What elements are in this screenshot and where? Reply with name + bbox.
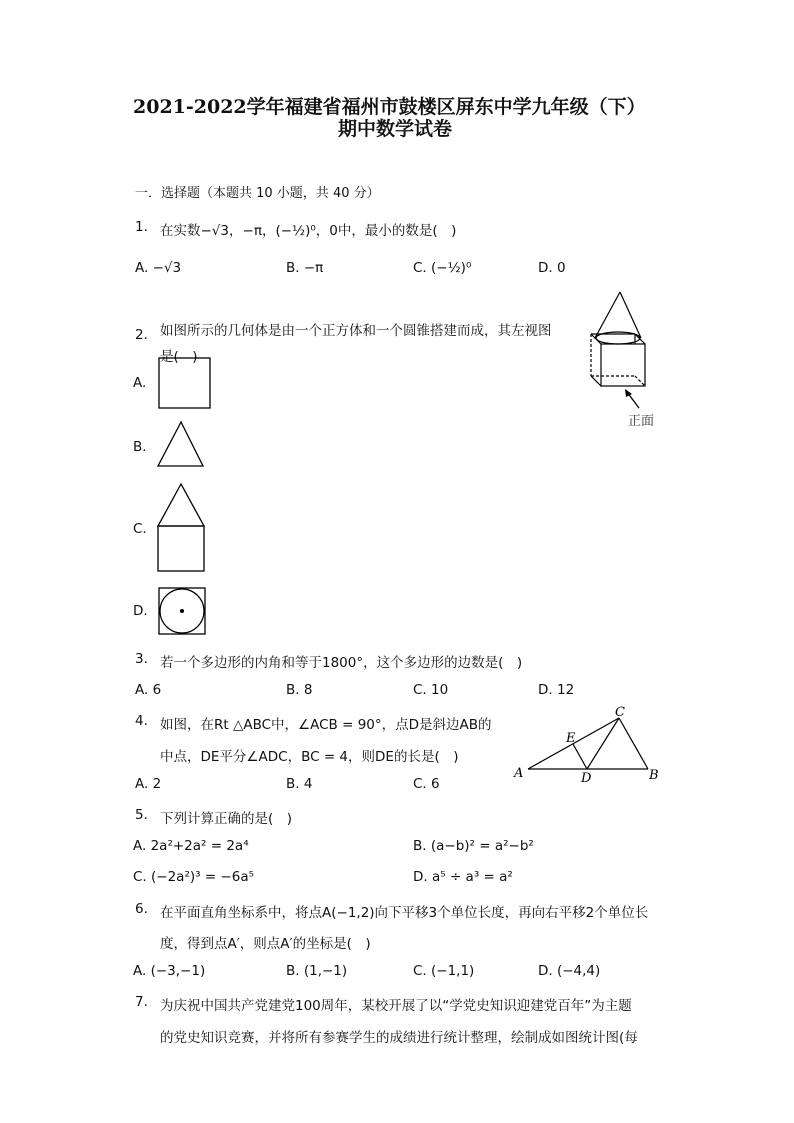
option-d: D. a⁵ ÷ a³ = a²	[413, 869, 513, 885]
question-number: 7.	[135, 994, 148, 1010]
question-number: 4.	[135, 713, 148, 729]
option-c: C.	[133, 521, 147, 537]
option-d: D. 12	[538, 682, 575, 698]
option-a: A. 6	[135, 682, 162, 698]
question-text-line2: 的党史知识竞赛，并将所有参赛学生的成绩进行统计整理，绘制成如图统计图(每	[160, 1030, 638, 1046]
question-number: 2.	[135, 327, 148, 343]
question-number: 1.	[135, 219, 148, 235]
square-shape	[158, 357, 212, 411]
paper-title-line1: 2021-2022学年福建省福州市鼓楼区屏东中学九年级（下）	[133, 96, 646, 118]
section-heading: 一．选择题（本题共 10 小题，共 40 分）	[135, 186, 380, 201]
option-c: C. (−½)⁰	[413, 260, 472, 276]
option-c: C. 10	[413, 682, 449, 698]
option-c: C. (−1,1)	[413, 963, 475, 979]
question-text-line2: 是( )	[160, 349, 198, 365]
option-b: B.	[133, 439, 147, 455]
triangle-abc-figure	[508, 703, 668, 795]
option-b: B. −π	[286, 260, 324, 276]
option-a: A. 2	[135, 776, 162, 792]
point-c-label: C	[615, 705, 625, 720]
option-d: D. 0	[538, 260, 566, 276]
option-d: D.	[133, 603, 148, 619]
question-text-line1: 如图，在Rt △ABC中，∠ACB = 90°，点D是斜边AB的	[160, 717, 492, 733]
question-text-line1: 在平面直角坐标系中，将点A(−1,2)向下平移3个单位长度，再向右平移2个单位长	[160, 905, 649, 921]
front-view-label: 正面	[628, 414, 655, 429]
question-number: 5.	[135, 807, 148, 823]
paper-title-line2: 期中数学试卷	[338, 118, 453, 140]
triangle-shape	[156, 420, 206, 470]
option-b: B. (1,−1)	[286, 963, 348, 979]
point-d-label: D	[581, 771, 592, 786]
point-e-label: E	[566, 731, 576, 746]
question-number: 3.	[135, 651, 148, 667]
option-b: B. 4	[286, 776, 313, 792]
question-number: 6.	[135, 901, 148, 917]
question-text-line1: 为庆祝中国共产党建党100周年，某校开展了以“学党史知识迎建党百年”为主题	[160, 998, 632, 1014]
option-b: B. 8	[286, 682, 313, 698]
option-a: A. −√3	[135, 260, 182, 276]
arrow-icon	[625, 389, 632, 397]
question-text-line1: 如图所示的几何体是由一个正方体和一个圆锥搭建而成，其左视图	[160, 323, 552, 339]
option-a: A. (−3,−1)	[133, 963, 206, 979]
option-c: C. (−2a²)³ = −6a⁵	[133, 869, 255, 885]
point-a-label: A	[514, 766, 524, 781]
option-a: A. 2a²+2a² = 2a⁴	[133, 838, 249, 854]
option-b: B. (a−b)² = a²−b²	[413, 838, 534, 854]
circle-in-square-shape	[158, 587, 208, 637]
option-d: D. (−4,4)	[538, 963, 601, 979]
question-text-line2: 度，得到点A′，则点A′的坐标是( )	[160, 936, 371, 952]
question-text: 在实数−√3，−π，(−½)⁰，0中，最小的数是( )	[160, 223, 457, 239]
question-text: 下列计算正确的是( )	[160, 811, 293, 827]
point-b-label: B	[649, 768, 659, 783]
option-a: A.	[133, 375, 147, 391]
triangle-over-square-shape	[156, 482, 206, 574]
question-text-line2: 中点，DE平分∠ADC，BC = 4，则DE的长是( )	[160, 749, 459, 765]
question-text: 若一个多边形的内角和等于1800°，这个多边形的边数是( )	[160, 655, 523, 671]
cube-cone-figure	[585, 288, 665, 430]
option-c: C. 6	[413, 776, 440, 792]
